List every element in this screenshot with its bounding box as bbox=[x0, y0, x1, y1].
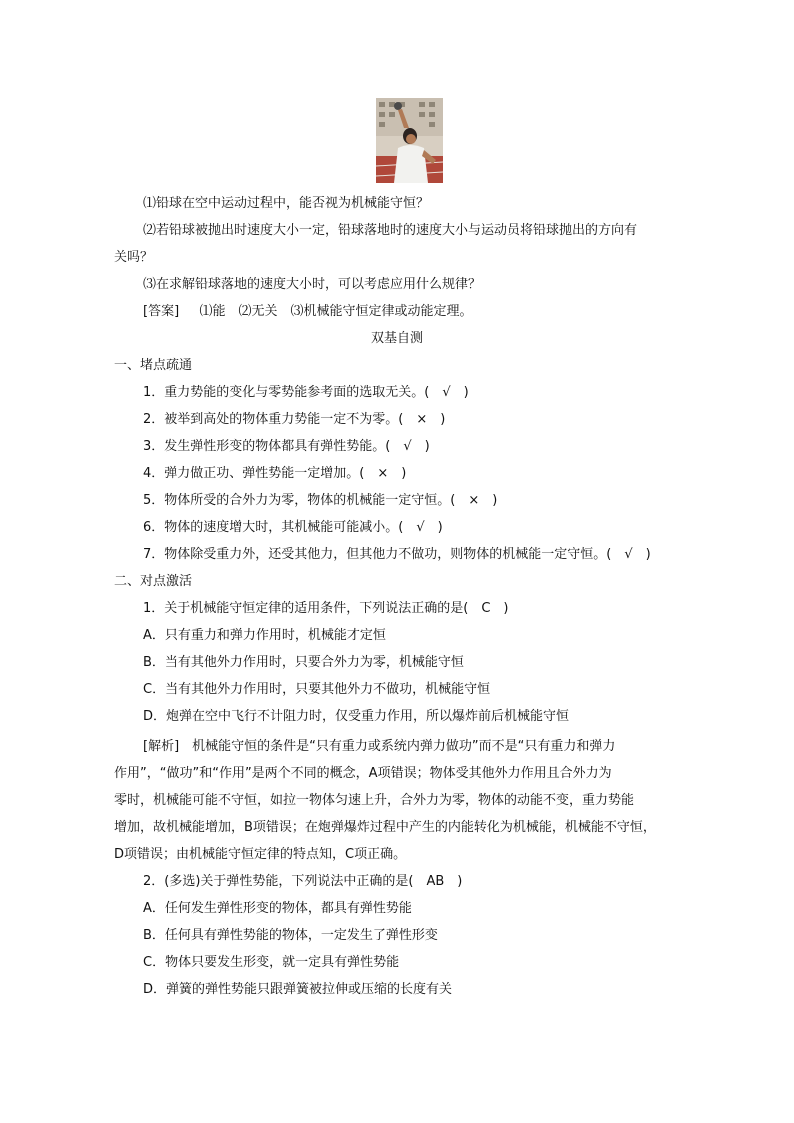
part2-q1-analysis-2: 作用”，“做功”和“作用”是两个不同的概念，A项错误；物体受其他外力作用且合外力为 bbox=[114, 766, 612, 781]
part1-item-6: 6．物体的速度增大时，其机械能可能减小。( √ ) bbox=[143, 520, 443, 535]
part2-q1-analysis-3: 零时，机械能可能不守恒，如拉一物体匀速上升，合外力为零，物体的动能不变，重力势能 bbox=[114, 793, 635, 808]
part2-q2-option-d: D．弹簧的弹性势能只跟弹簧被拉伸或压缩的长度有关 bbox=[143, 982, 453, 997]
part2-q2-option-a: A．任何发生弹性形变的物体，都具有弹性势能 bbox=[143, 901, 412, 916]
part1-item-5: 5．物体所受的合外力为零，物体的机械能一定守恒。( × ) bbox=[143, 493, 498, 508]
part1-item-4: 4．弹力做正功、弹性势能一定增加。( × ) bbox=[143, 466, 407, 481]
shot-put-athlete-photo bbox=[376, 98, 443, 183]
part2-q1-stem: 1．关于机械能守恒定律的适用条件，下列说法正确的是( C ) bbox=[143, 601, 509, 616]
answer-line bbox=[143, 303, 472, 321]
part2-q1-option-d: D．炮弹在空中飞行不计阻力时，仅受重力作用，所以爆炸前后机械能守恒 bbox=[143, 709, 570, 724]
question-1: ⑴铅球在空中运动过程中，能否视为机械能守恒？ bbox=[143, 196, 430, 211]
part2-q2-option-c: C．物体只要发生形变，就一定具有弹性势能 bbox=[143, 955, 400, 970]
part2-q1-analysis-5: D项错误；由机械能守恒定律的特点知，C项正确。 bbox=[114, 847, 407, 862]
part2-q1-option-b: B．当有其他外力作用时，只要合外力为零，机械能守恒 bbox=[143, 655, 464, 670]
part2-q2-option-b: B．任何具有弹性势能的物体，一定发生了弹性形变 bbox=[143, 928, 438, 943]
question-2-line-1: ⑵若铅球被抛出时速度大小一定，铅球落地时的速度大小与运动员将铅球抛出的方向有 bbox=[143, 223, 638, 238]
part2-q1-option-c: C．当有其他外力作用时，只要其他外力不做功，机械能守恒 bbox=[143, 682, 491, 697]
part2-q1-option-a: A．只有重力和弹力作用时，机械能才定恒 bbox=[143, 628, 386, 643]
part1-item-2: 2．被举到高处的物体重力势能一定不为零。( × ) bbox=[143, 412, 446, 427]
part2-heading: 二、对点激活 bbox=[114, 574, 193, 589]
part1-item-7: 7．物体除受重力外，还受其他力，但其他力不做功，则物体的机械能一定守恒。( √ ) bbox=[143, 547, 651, 562]
answer-text: ⑴能 ⑵无关 ⑶机械能守恒定律或动能定理。 bbox=[199, 304, 473, 319]
part1-item-1: 1．重力势能的变化与零势能参考面的选取无关。( √ ) bbox=[143, 385, 469, 400]
part2-q2-stem: 2．(多选)关于弹性势能，下列说法中正确的是( AB ) bbox=[143, 874, 463, 889]
answer-tag: [答案] bbox=[143, 304, 180, 319]
question-3: ⑶在求解铅球落地的速度大小时，可以考虑应用什么规律？ bbox=[143, 277, 482, 292]
section-title: 双基自测 bbox=[370, 331, 423, 346]
part2-q1-analysis-4: 增加，故机械能增加，B项错误；在炮弹爆炸过程中产生的内能转化为机械能，机械能不守恒， bbox=[114, 820, 656, 835]
part1-heading: 一、堵点疏通 bbox=[114, 358, 193, 373]
part1-item-3: 3．发生弹性形变的物体都具有弹性势能。( √ ) bbox=[143, 439, 430, 454]
question-2-line-2: 关吗？ bbox=[114, 250, 154, 265]
part2-q1-analysis-1: [解析] 机械能守恒的条件是“只有重力或系统内弹力做功”而不是“只有重力和弹力 bbox=[143, 739, 616, 754]
